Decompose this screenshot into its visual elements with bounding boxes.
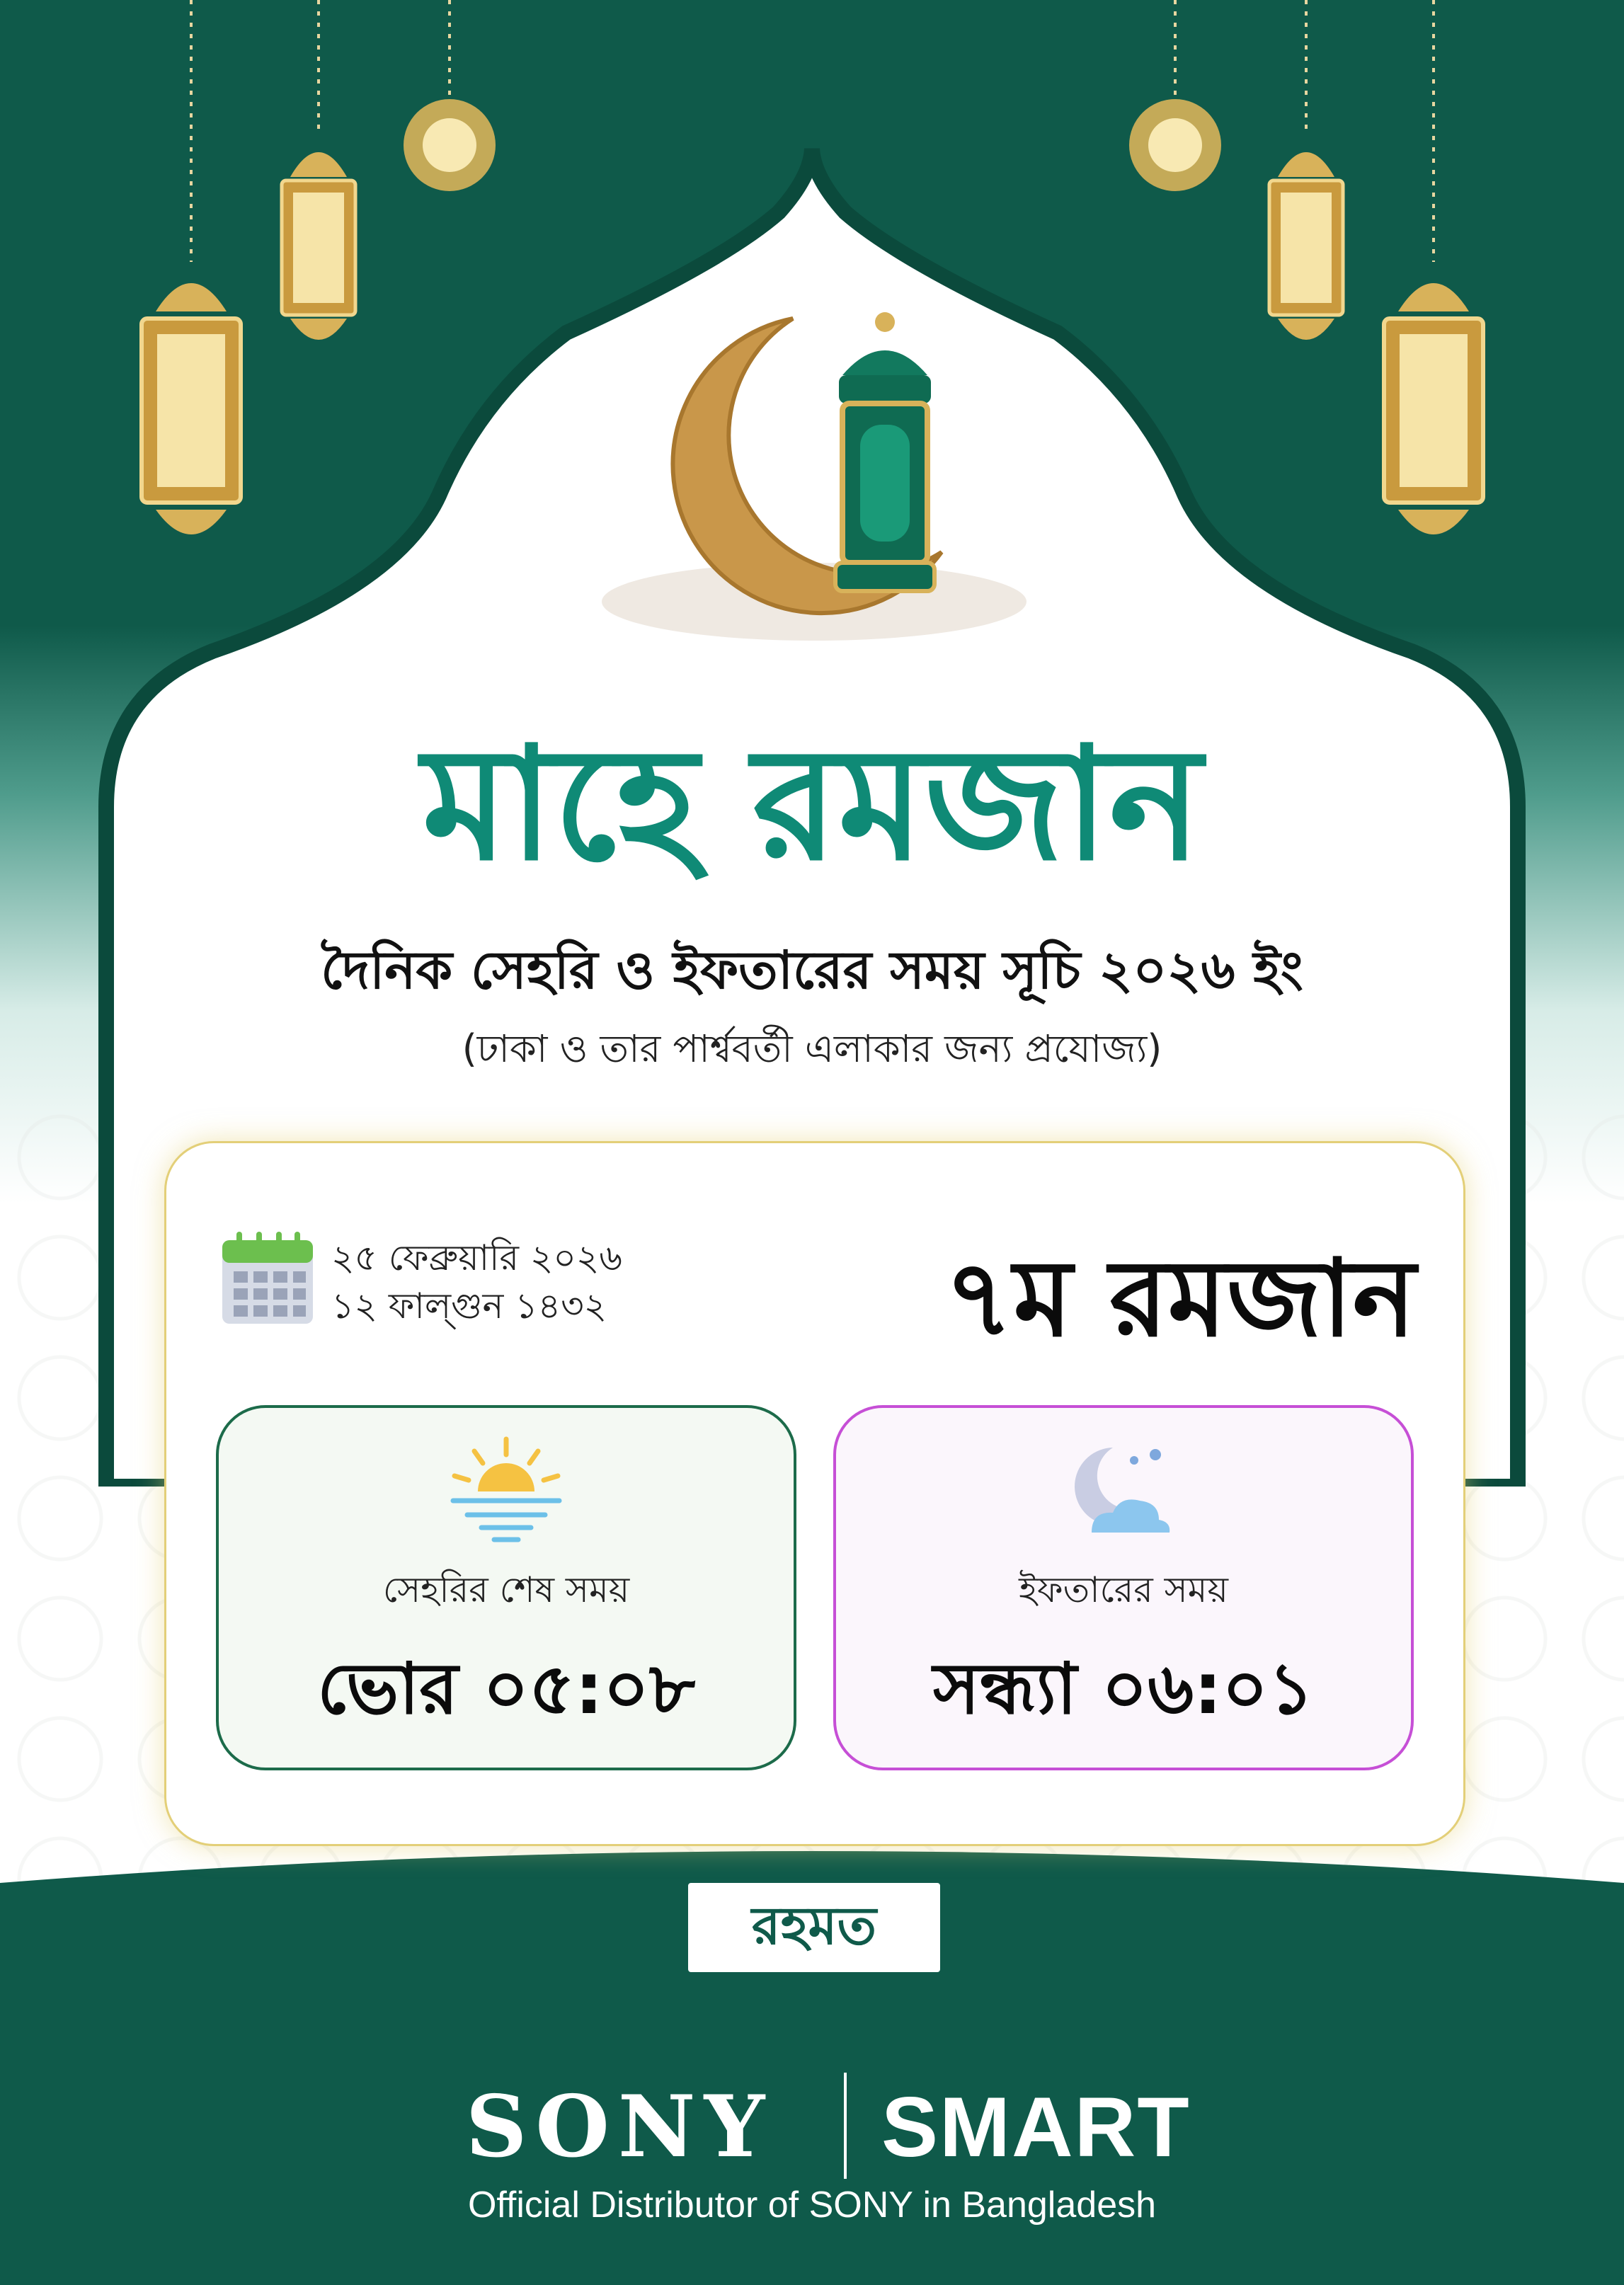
- sehri-label: সেহরির শেষ সময়: [382, 1569, 630, 1610]
- calendar-icon: [219, 1230, 316, 1327]
- smart-logo: SMART: [881, 2080, 1191, 2175]
- iftar-time: সন্ধ্যা ০৬:০১: [932, 1647, 1314, 1730]
- schedule-subtitle: দৈনিক সেহরি ও ইফতারের সময় সূচি ২০২৬ ইং: [321, 940, 1303, 1001]
- hanging-lantern-icon: [1377, 0, 1490, 580]
- bangla-date: ১২ ফাল্গুন ১৪৩২: [331, 1285, 607, 1327]
- sunrise-icon: [446, 1433, 566, 1547]
- hanging-lantern-icon: [276, 0, 361, 368]
- hanging-lantern-icon: [135, 0, 248, 580]
- decorative-line-right: [951, 1917, 1249, 1920]
- page-title: মাহে রমজান: [422, 714, 1202, 895]
- distributor-tagline: Official Distributor of SONY in Bangladesh: [467, 2184, 1157, 2226]
- sehri-time: ভোর ০৫:০৮: [317, 1647, 695, 1730]
- moon-cloud-icon: [1063, 1433, 1184, 1547]
- decorative-line-left: [375, 1917, 673, 1920]
- sony-logo: SONY: [465, 2077, 774, 2177]
- crescent-lantern-icon: [559, 297, 1069, 644]
- logo-divider: [844, 2073, 847, 2179]
- mercy-badge: রহমত: [685, 1880, 943, 1975]
- gregorian-date: ২৫ ফেব্রুয়ারি ২০২৬: [331, 1237, 622, 1278]
- hanging-ornament-icon: [1122, 0, 1228, 212]
- sehri-box: [216, 1405, 796, 1770]
- iftar-label: ইফতারের সময়: [1019, 1569, 1228, 1610]
- ramadan-day: ৭ম রমজান: [944, 1237, 1416, 1361]
- hanging-ornament-icon: [396, 0, 503, 212]
- hanging-lantern-icon: [1264, 0, 1349, 368]
- region-note: (ঢাকা ও তার পার্শ্ববর্তী এলাকার জন্য প্রযোজ্য): [462, 1026, 1162, 1071]
- iftar-box: [833, 1405, 1414, 1770]
